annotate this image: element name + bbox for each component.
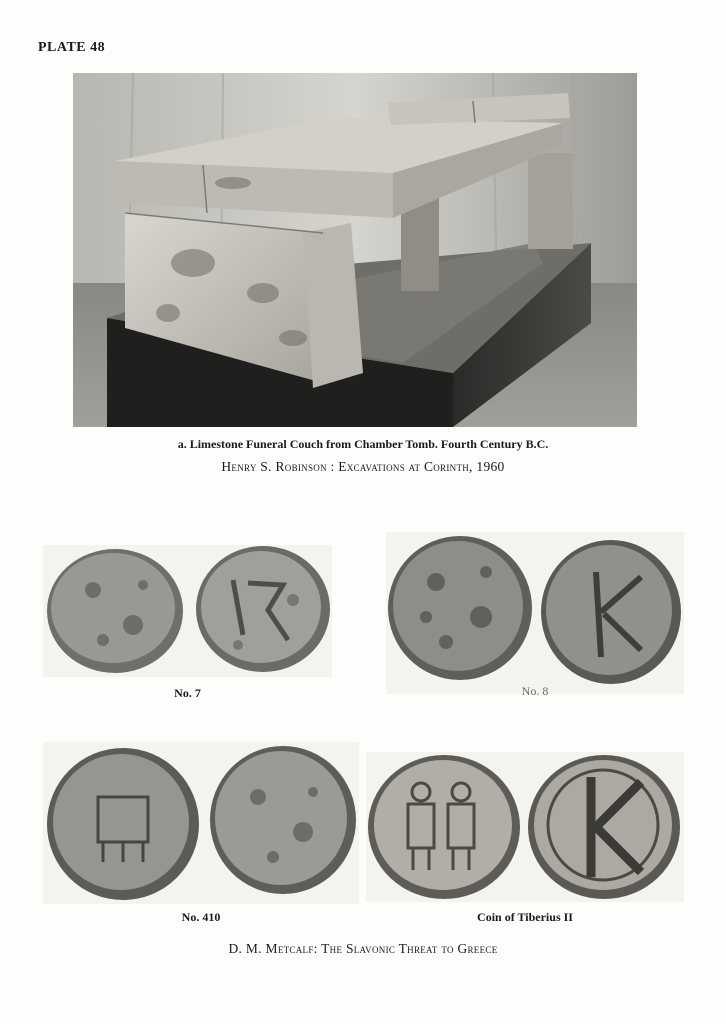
coin-no7-photo [43,545,332,677]
figure-a-caption: a. Limestone Funeral Couch from Chamber Tomb. Fourth Century B.C. [177,437,549,451]
coin-no7-caption: No. 7 [174,686,201,700]
coin-no8-caption: No. 8 [521,684,549,698]
coin-tiberius-photo [366,752,684,902]
coin-no8-photo [386,532,684,694]
funeral-couch-image [73,73,637,427]
funeral-couch-photo [73,73,637,427]
metcalf-author-line: D. M. Metcalf: The Slavonic Threat to Greece [228,941,498,956]
coin-tiberius-caption: Coin of Tiberius II [477,910,573,924]
plate-label: PLATE 48 [38,40,106,55]
coin-no410-caption: No. 410 [181,910,221,924]
excavation-author-line: Henry S. Robinson : Excavations at Corinth, 1960 [221,459,505,474]
coin-no410-photo [43,742,359,904]
